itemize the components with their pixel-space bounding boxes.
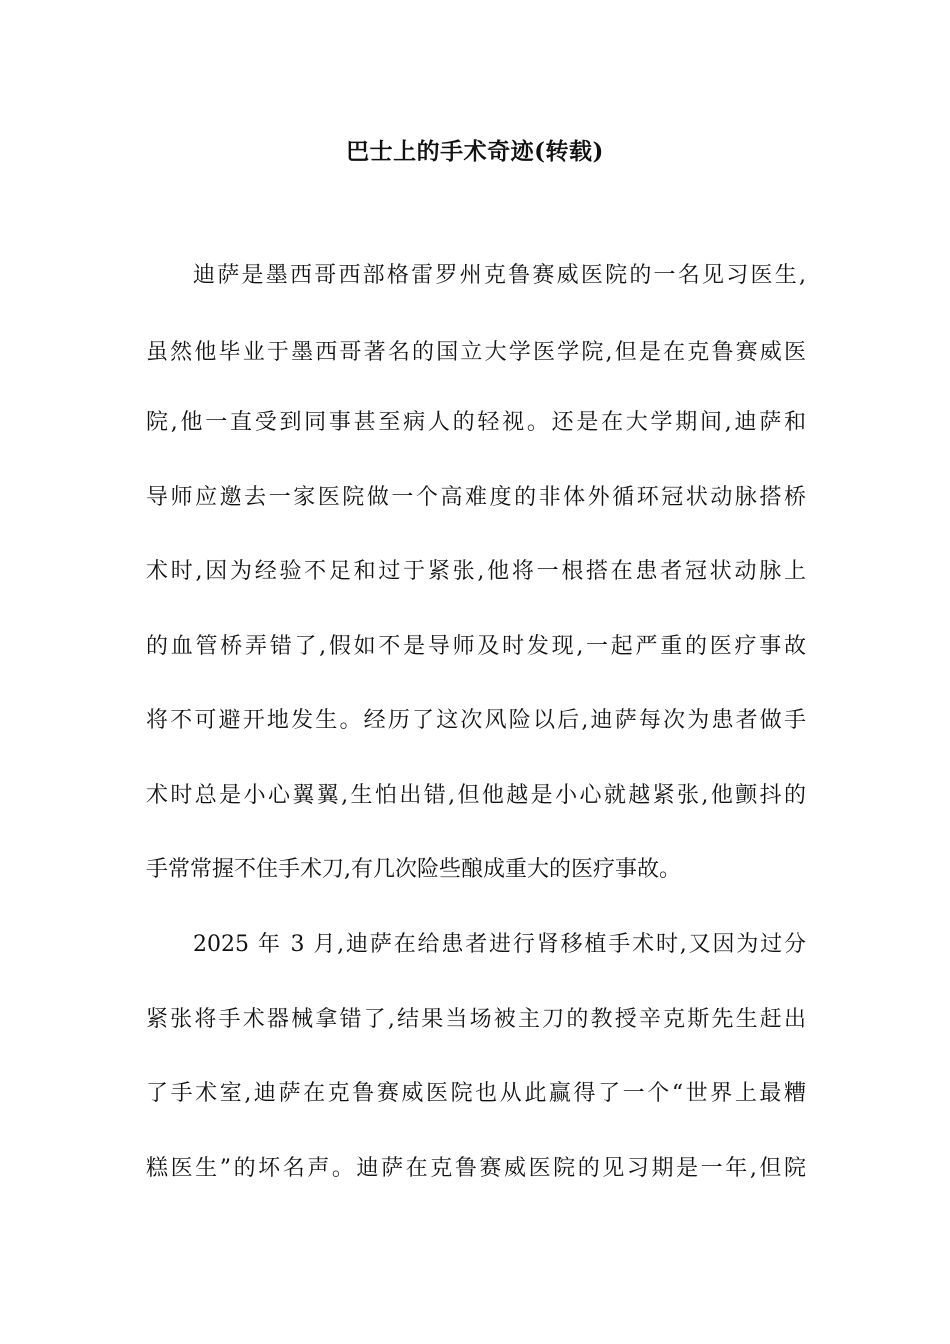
paragraph-line: 术时,因为经验不足和过于紧张,他将一根搭在患者冠状动脉上 [146,559,806,584]
paragraph-line: 将不可避开地发生。经历了这次风险以后,迪萨每次为患者做手 [146,708,806,733]
paragraph-line: 手常常握不住手术刀,有几次险些酿成重大的医疗事故。 [146,857,681,882]
paragraph-line: 导师应邀去一家医院做一个高难度的非体外循环冠状动脉搭桥 [146,485,806,510]
paragraph-line: 的血管桥弄错了,假如不是导师及时发现,一起严重的医疗事故 [146,634,806,659]
paragraph-line: 2025 年 3 月,迪萨在给患者进行肾移植手术时,又因为过分 [193,932,806,957]
document-title: 巴士上的手术奇迹(转载) [346,138,604,165]
paragraph-line: 了手术室,迪萨在克鲁赛威医院也从此赢得了一个“世界上最糟 [146,1081,806,1106]
paragraph-line: 术时总是小心翼翼,生怕出错,但他越是小心就越紧张,他颤抖的 [146,783,806,808]
paragraph-line: 迪萨是墨西哥西部格雷罗州克鲁赛威医院的一名见习医生, [193,263,806,288]
paragraph-line: 虽然他毕业于墨西哥著名的国立大学医学院,但是在克鲁赛威医 [146,340,806,365]
paragraph-line: 紧张将手术器械拿错了,结果当场被主刀的教授辛克斯先生赶出 [146,1007,806,1032]
paragraph-line: 糕医生”的坏名声。迪萨在克鲁赛威医院的见习期是一年,但院 [146,1156,806,1181]
paragraph-line: 院,他一直受到同事甚至病人的轻视。还是在大学期间,迪萨和 [146,410,806,435]
